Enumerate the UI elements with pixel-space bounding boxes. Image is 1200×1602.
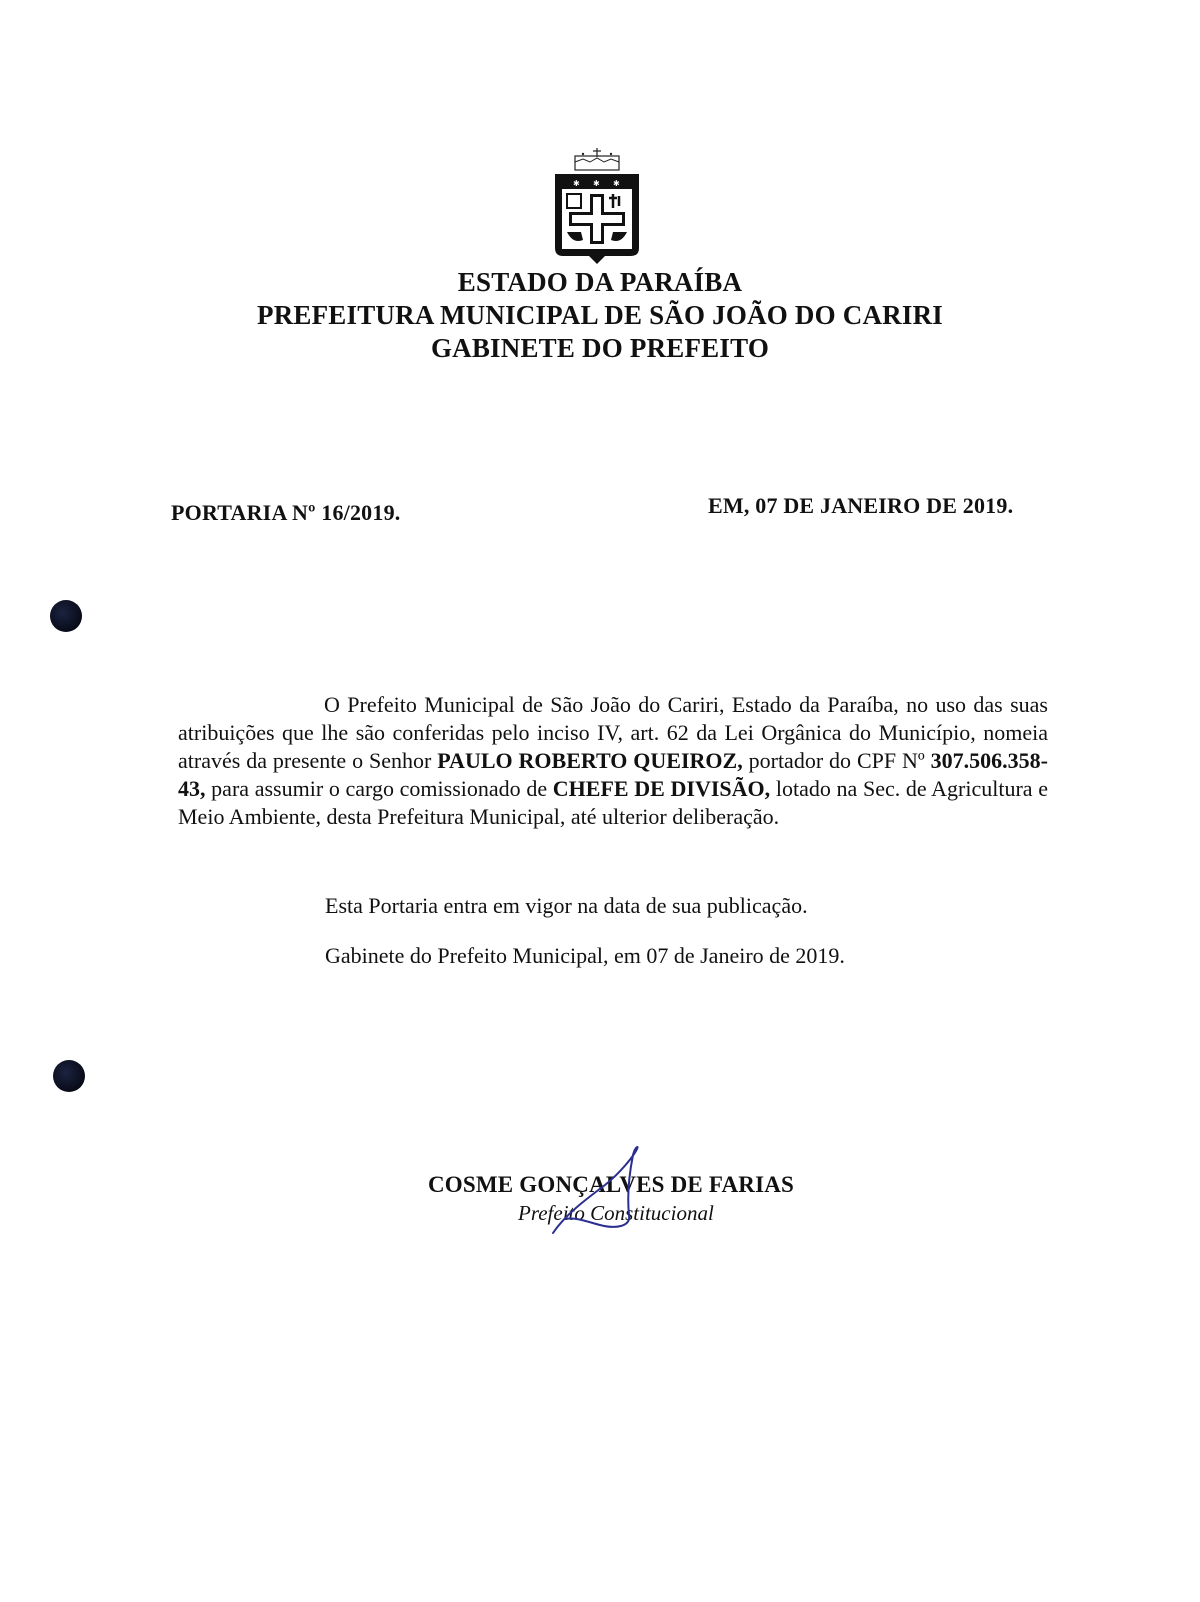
portaria-number: PORTARIA Nº 16/2019. [171, 500, 401, 525]
appointee-cpf: 307.506.358-43, [178, 748, 1048, 801]
handwritten-signature [545, 1145, 665, 1240]
punch-hole [50, 600, 82, 632]
municipality-title: PREFEITURA MUNICIPAL DE SÃO JOÃO DO CARIRI [257, 300, 943, 330]
gabinete-statement: Gabinete do Prefeito Municipal, em 07 de Janeiro de 2019. [325, 943, 845, 968]
punch-hole [53, 1060, 85, 1092]
vigor-statement: Esta Portaria entra em vigor na data de sua publicação. [325, 893, 808, 918]
state-title: ESTADO DA PARAÍBA [457, 267, 743, 297]
coat-of-arms-icon [553, 148, 641, 266]
body-text-intro: O Prefeito Municipal de São João do Cariri, Estado da Paraíba, no uso das suas atribuições que lhe são conferidas pelo inciso IV, art. 62 da Lei Orgânica do Município, nomeia através da presente o Senhor [178, 692, 1048, 773]
signatory-name: COSME GONÇALVES DE FARIAS [428, 1172, 795, 1197]
body-text-cpf-label: portador do CPF Nº [742, 748, 931, 773]
document-date: EM, 07 DE JANEIRO DE 2019. [708, 493, 1014, 518]
signatory-role: Prefeito Constitucional [518, 1201, 714, 1225]
svg-text:✱: ✱ [573, 179, 580, 188]
body-text-closing: lotado na Sec. de Agricultura e Meio Ambiente, desta Prefeitura Municipal, até ulterior deliberação. [178, 776, 1048, 829]
body-paragraph [178, 691, 1048, 831]
office-title: GABINETE DO PREFEITO [430, 333, 770, 363]
svg-text:✱: ✱ [593, 179, 600, 188]
appointee-name: PAULO ROBERTO QUEIROZ, [437, 748, 743, 773]
document-header [0, 266, 1200, 365]
appointee-position: CHEFE DE DIVISÃO, [552, 776, 771, 801]
body-text-cargo-label: para assumir o cargo comissionado de [205, 776, 553, 801]
svg-text:✱: ✱ [613, 179, 620, 188]
